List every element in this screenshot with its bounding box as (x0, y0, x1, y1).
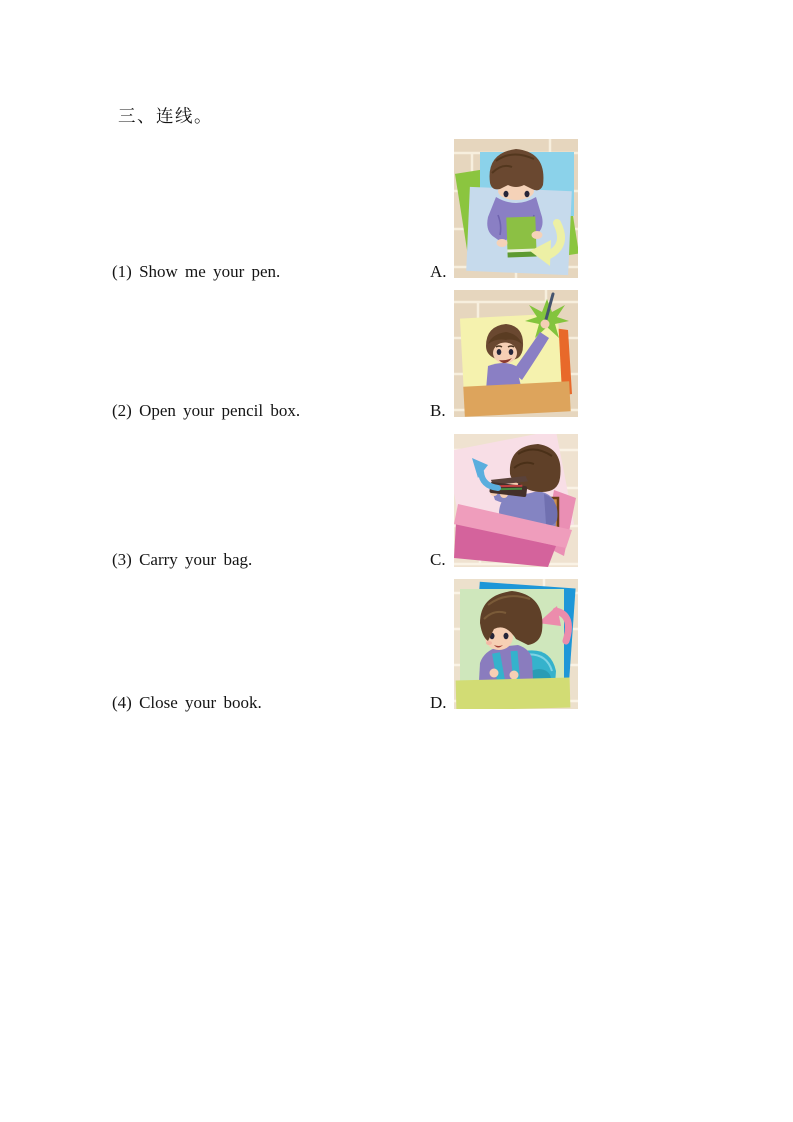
match-item-4[interactable] (112, 692, 262, 714)
choice-letter-d: D. (430, 693, 447, 712)
section-title: 三、连线。 (118, 106, 213, 126)
carry-bag-illustration (454, 579, 578, 709)
choice-c-image-open-pencil-box[interactable] (454, 434, 578, 567)
item-4-text: Close your book. (139, 693, 262, 712)
open-pencil-box-illustration (454, 434, 578, 567)
choice-letter-b: B. (430, 401, 446, 420)
close-book-illustration (454, 139, 578, 278)
match-item-2[interactable] (112, 400, 300, 422)
choice-letter-a: A. (430, 262, 447, 281)
item-3-number: (3) (112, 550, 132, 569)
item-2-number: (2) (112, 401, 132, 420)
choice-d-image-carry-bag[interactable] (454, 579, 578, 709)
choice-b-image-show-pen[interactable] (454, 290, 578, 417)
item-1-number: (1) (112, 262, 132, 281)
item-3-text: Carry your bag. (139, 550, 253, 569)
show-pen-illustration (454, 290, 578, 417)
choice-letter-c: C. (430, 550, 446, 569)
match-item-3[interactable] (112, 549, 252, 571)
item-2-text: Open your pencil box. (139, 401, 301, 420)
item-4-number: (4) (112, 693, 132, 712)
item-1-text: Show me your pen. (139, 262, 281, 281)
choice-a-image-close-book[interactable] (454, 139, 578, 278)
match-item-1[interactable] (112, 261, 280, 283)
